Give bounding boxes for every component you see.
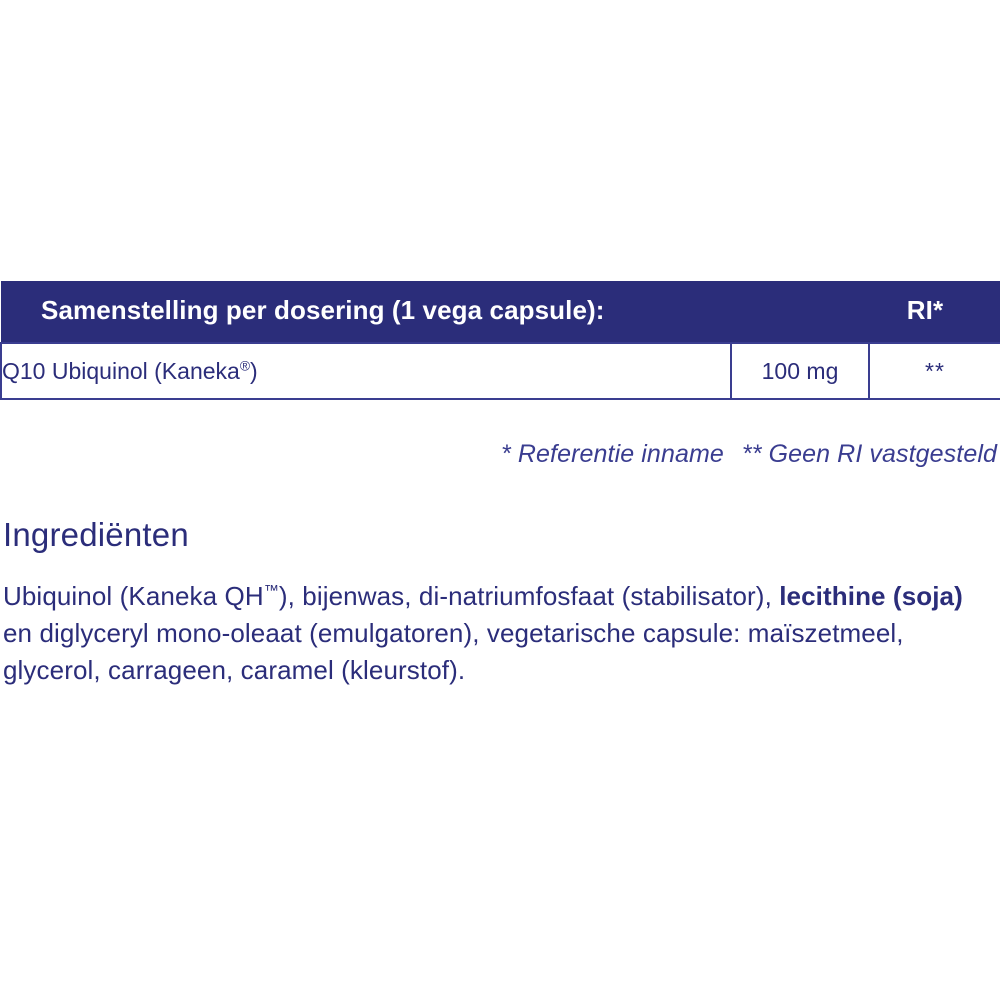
nutrient-name-suffix: ) — [250, 357, 258, 384]
composition-table — [0, 281, 1000, 400]
allergen-lecithine-soja: lecithine (soja) — [779, 581, 963, 611]
table-cell-ri: ** — [869, 343, 1000, 399]
table-header-ri: RI* — [869, 281, 1000, 343]
footnote-no-ri: ** Geen RI vastgesteld — [741, 440, 997, 468]
table-header-title: Samenstelling per dosering (1 vega capsule): — [1, 281, 731, 343]
ingredients-line1-part1: Ubiquinol (Kaneka QH — [3, 581, 264, 611]
ingredients-line1-part2: ), bijenwas, di-natriumfosfaat (stabilisator), — [278, 581, 772, 611]
table-cell-amount: 100 mg — [731, 343, 869, 399]
ingredients-text — [3, 578, 995, 689]
nutrient-name-text: Q10 Ubiquinol (Kaneka — [2, 357, 240, 384]
registered-trademark-mark: ® — [239, 357, 250, 373]
table-row — [1, 343, 1000, 399]
table-cell-nutrient-name — [1, 343, 731, 399]
ingredients-line2-rest: en diglyceryl mono-oleaat (emulgatoren), vegetarische — [3, 617, 636, 648]
composition-table-wrapper — [0, 281, 1000, 400]
trademark-mark: ™ — [263, 582, 279, 600]
table-footnote — [37, 440, 997, 469]
ingredients-line3: capsule: maïszetmeel, glycerol, carrageen, caramel (kleurstof). — [3, 617, 904, 685]
table-header-amount — [731, 281, 869, 343]
footnote-reference-intake: * Referentie inname — [501, 440, 724, 468]
table-header-row — [1, 281, 1000, 343]
ingredients-heading: Ingrediënten — [3, 516, 189, 553]
